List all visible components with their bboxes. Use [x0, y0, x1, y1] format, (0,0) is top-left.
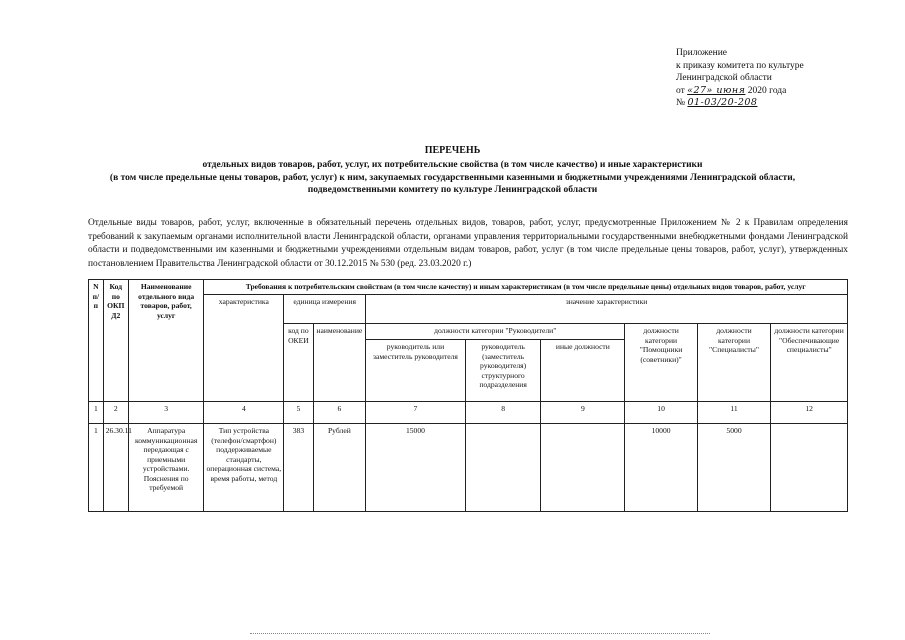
col-number: 12 [771, 402, 848, 424]
row-value-head: 15000 [366, 424, 466, 512]
row-item-name: Аппаратура коммуникационная передающая с приемными устройствами. Пояснения по требуемой [128, 424, 204, 512]
row-okpd: 26.30.11 [103, 424, 128, 512]
row-okei: 383 [284, 424, 313, 512]
goods-requirements-table [88, 279, 848, 512]
col-number: 4 [204, 402, 284, 424]
handwritten-date: «27» июня [687, 84, 746, 96]
col-number: 10 [625, 402, 697, 424]
row-value-specialists: 5000 [697, 424, 770, 512]
col-number: 2 [103, 402, 128, 424]
annex-date: от «27» июня 2020 года [676, 84, 787, 96]
header-other-positions: иные должности [541, 340, 625, 402]
subtitle-line: подведомственными комитету по культуре Ленинградской области [307, 185, 598, 195]
row-unit: Рублей [313, 424, 365, 512]
subtitle-line: (в том числе предельные цены товаров, работ, услуг) к ним, закупаемых государственными казенными и бюджетными учреждениями Ленинградской области, [109, 172, 796, 183]
handwritten-number: 01-03/20-208 [687, 97, 758, 108]
header-value: значение характеристики [366, 295, 848, 324]
col-number: 1 [89, 402, 104, 424]
header-head-or-deputy: руководитель или заместитель руководителя [366, 340, 466, 402]
column-number-row [89, 402, 848, 424]
row-num: 1 [89, 424, 104, 512]
col-number: 3 [128, 402, 204, 424]
row-value-assistants: 10000 [625, 424, 697, 512]
header-category-assistants: должности категории "Помощники (советники)" [625, 324, 697, 402]
header-requirements: Требования к потребительским свойствам (в том числе качеству) и иным характеристикам (в том числе предельные цены) отдельных видов товаров, работ, услуг [204, 280, 848, 295]
header-unit-name: наименование [313, 324, 365, 402]
row-value-support [771, 424, 848, 512]
annex-line-3: Ленинградской области [676, 73, 772, 83]
col-number: 11 [697, 402, 770, 424]
col-number: 8 [465, 402, 541, 424]
intro-paragraph: Отдельные виды товаров, работ, услуг, включенные в обязательный перечень отдельных видов, товаров, работ, услуг, предусмотренные Приложением № 2 к Правилам определения требований к закупаемым органами исполнительной власти Ленинградской области, органами управления территориальными государственными внебюджетными фондами Ленинградской области и подведомственными им казенными и бюджетными учреждениями отдельным видам товаров, работ, услуг (в том числе предельные цены товаров, работ, услуг), утвержденных постановлением Правительства Ленинградской области от 30.12.2015 № 530 (ред. 23.03.2020 г.) [88, 218, 848, 269]
annex-number: № 01-03/20-208 [676, 97, 758, 108]
header-okei: код по ОКЕИ [284, 324, 313, 402]
col-number: 7 [366, 402, 466, 424]
row-value-division-head [465, 424, 541, 512]
header-category-heads: должности категории "Руководители" [366, 324, 625, 340]
annex-line-2: к приказу комитета по культуре [676, 60, 804, 71]
header-num: N п/п [89, 280, 104, 402]
header-characteristic: характеристика [204, 295, 284, 402]
annex-line-1: Приложение [676, 48, 727, 58]
col-number: 6 [313, 402, 365, 424]
header-item-name: Наименование отдельного вида товаров, работ, услуг [128, 280, 204, 402]
document-title: ПЕРЕЧЕНЬ [424, 145, 481, 156]
header-category-specialists: должности категории "Специалисты" [697, 324, 770, 402]
header-category-support: должности категории "Обеспечивающие специалисты" [771, 324, 848, 402]
header-unit: единица измерения [284, 295, 366, 324]
document-subtitle [0, 159, 905, 197]
scan-edge-divider [250, 633, 710, 634]
header-division-head: руководитель (заместитель руководителя) структурного подразделения [465, 340, 541, 402]
annex-block [676, 47, 804, 110]
col-number: 5 [284, 402, 313, 424]
subtitle-line: отдельных видов товаров, работ, услуг, их потребительские свойства (в том числе качество) и иные характеристики [202, 160, 703, 170]
row-characteristic: Тип устройства (телефон/смартфон) поддерживаемые стандарты, операционная система, время работы, метод [204, 424, 284, 512]
table-row [89, 424, 848, 512]
row-value-other [541, 424, 625, 512]
col-number: 9 [541, 402, 625, 424]
header-okpd: Код по ОКП Д2 [103, 280, 128, 402]
